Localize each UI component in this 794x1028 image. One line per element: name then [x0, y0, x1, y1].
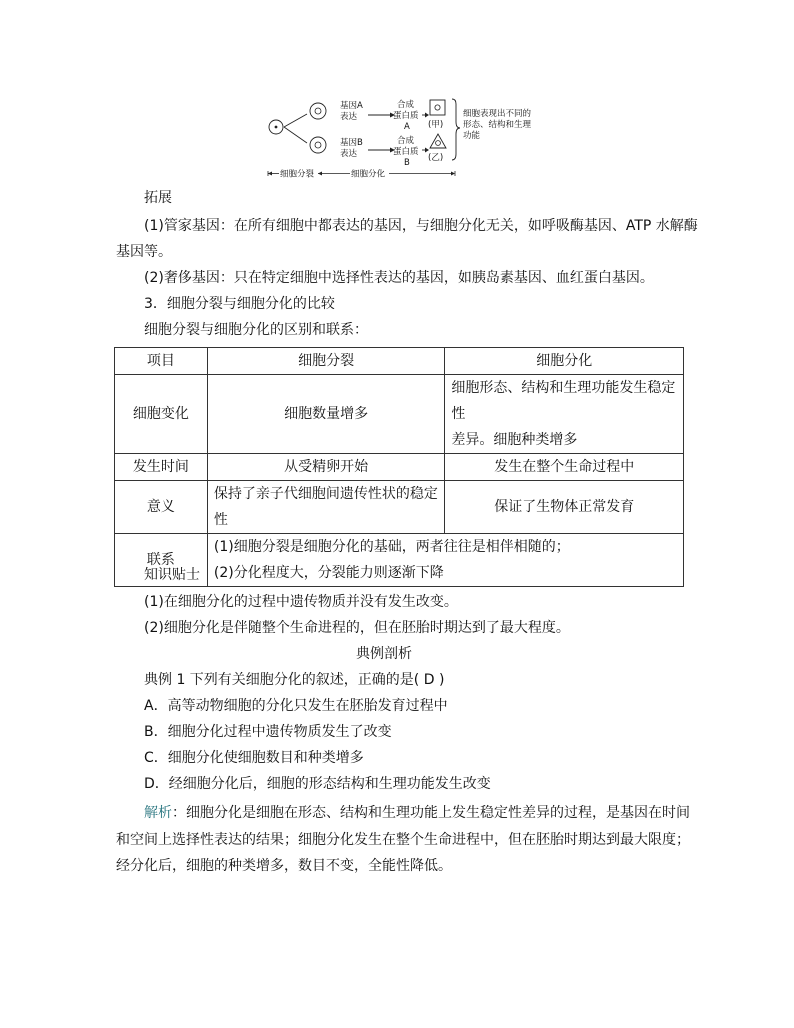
gene-a-label: 基因A — [340, 101, 363, 111]
analysis-line-1: 解析：细胞分化是细胞在形态、结构和生理功能上发生稳定性差异的过程，是基因在时间 — [144, 805, 690, 821]
brace-icon — [452, 99, 460, 160]
division-label: 细胞分裂 — [280, 169, 315, 178]
table-row — [115, 375, 684, 454]
table-header-row — [115, 348, 684, 375]
daughter-cell-b-icon — [310, 137, 326, 153]
analysis-line-2: 和空间上选择性表达的结果；细胞分化发生在整个生命进程中，但在胚胎时期达到最大限度； — [116, 832, 690, 848]
table-cell: 发生在整个生命过程中 — [445, 454, 684, 481]
cell-differentiation-diagram — [262, 96, 562, 178]
tips-p2: (2)细胞分化是伴随整个生命进程的，但在胚胎时期达到了最大程度。 — [144, 620, 570, 636]
triangle-cell-icon — [430, 134, 446, 148]
example-question: 典例 1 下列有关细胞分化的叙述，正确的是( D ) — [144, 672, 445, 688]
option-b: B．细胞分化过程中遗传物质发生了改变 — [144, 724, 392, 740]
table-cell: 联系 — [115, 534, 208, 587]
table-cell: 发生时间 — [115, 454, 208, 481]
example-heading: 典例剖析 — [356, 646, 412, 662]
table-cell: 细胞形态、结构和生理功能发生稳定性 差异。细胞种类增多 — [445, 375, 684, 454]
table-cell: 从受精卵开始 — [207, 454, 445, 481]
analysis-line-3: 经分化后，细胞的种类增多，数目不变，全能性降低。 — [116, 858, 452, 874]
expand-p1-cont: 基因等。 — [116, 244, 172, 260]
gene-b-label: 基因B — [340, 138, 363, 148]
option-d: D．经细胞分化后，细胞的形态结构和生理功能发生改变 — [144, 776, 491, 792]
section-3-heading: 3．细胞分裂与细胞分化的比较 — [144, 296, 335, 312]
section-3-intro: 细胞分裂与细胞分化的区别和联系： — [144, 322, 368, 338]
table-row — [115, 454, 684, 481]
svg-text:表达: 表达 — [340, 149, 358, 159]
table-header-cell: 项目 — [115, 348, 208, 375]
tips-p1: (1)在细胞分化的过程中遗传物质并没有发生改变。 — [144, 594, 458, 610]
table-cell: 细胞变化 — [115, 375, 208, 454]
svg-text:A: A — [404, 122, 410, 132]
svg-text:蛋白质: 蛋白质 — [393, 111, 419, 121]
option-c: C．细胞分化使细胞数目和种类增多 — [144, 750, 364, 766]
expand-p1: (1)管家基因：在所有细胞中都表达的基因，与细胞分化无关，如呼吸酶基因、ATP 水解酶 — [144, 218, 698, 234]
svg-text:形态、结构和生理: 形态、结构和生理 — [463, 120, 532, 130]
option-a: A．高等动物细胞的分化只发生在胚胎发育过程中 — [144, 698, 448, 714]
protein-a-label: 合成 — [397, 100, 415, 110]
table-cell: (1)细胞分裂是细胞分化的基础，两者往往是相伴相随的； (2)分化程度大，分裂能力则逐渐下降 — [207, 534, 683, 587]
svg-text:蛋白质: 蛋白质 — [393, 147, 419, 157]
table-cell: 意义 — [115, 481, 208, 534]
comparison-table — [114, 347, 684, 587]
svg-text:表达: 表达 — [340, 112, 358, 122]
daughter-cell-a-icon — [310, 103, 326, 119]
svg-text:功能: 功能 — [463, 131, 481, 141]
square-cell-icon — [430, 100, 445, 115]
table-header-cell: 细胞分化 — [445, 348, 684, 375]
table-cell: 保证了生物体正常发育 — [445, 481, 684, 534]
svg-text:B: B — [404, 158, 410, 168]
table-row — [115, 481, 684, 534]
result-text: 细胞表现出不同的 — [463, 109, 532, 119]
table-cell: 保持了亲子代细胞间遗传性状的稳定 性 — [207, 481, 445, 534]
label-jia: (甲) — [428, 120, 444, 130]
expand-p2: (2)奢侈基因：只在特定细胞中选择性表达的基因，如胰岛素基因、血红蛋白基因。 — [144, 270, 654, 286]
label-yi: (乙) — [428, 153, 444, 163]
analysis-label: 解析 — [144, 805, 172, 821]
differentiation-label: 细胞分化 — [351, 169, 386, 178]
table-cell: 细胞数量增多 — [207, 375, 445, 454]
table-header-cell: 细胞分裂 — [207, 348, 445, 375]
protein-b-label: 合成 — [397, 136, 415, 146]
tips-heading: 知识贴士 — [144, 567, 200, 583]
expand-heading: 拓展 — [144, 190, 172, 206]
